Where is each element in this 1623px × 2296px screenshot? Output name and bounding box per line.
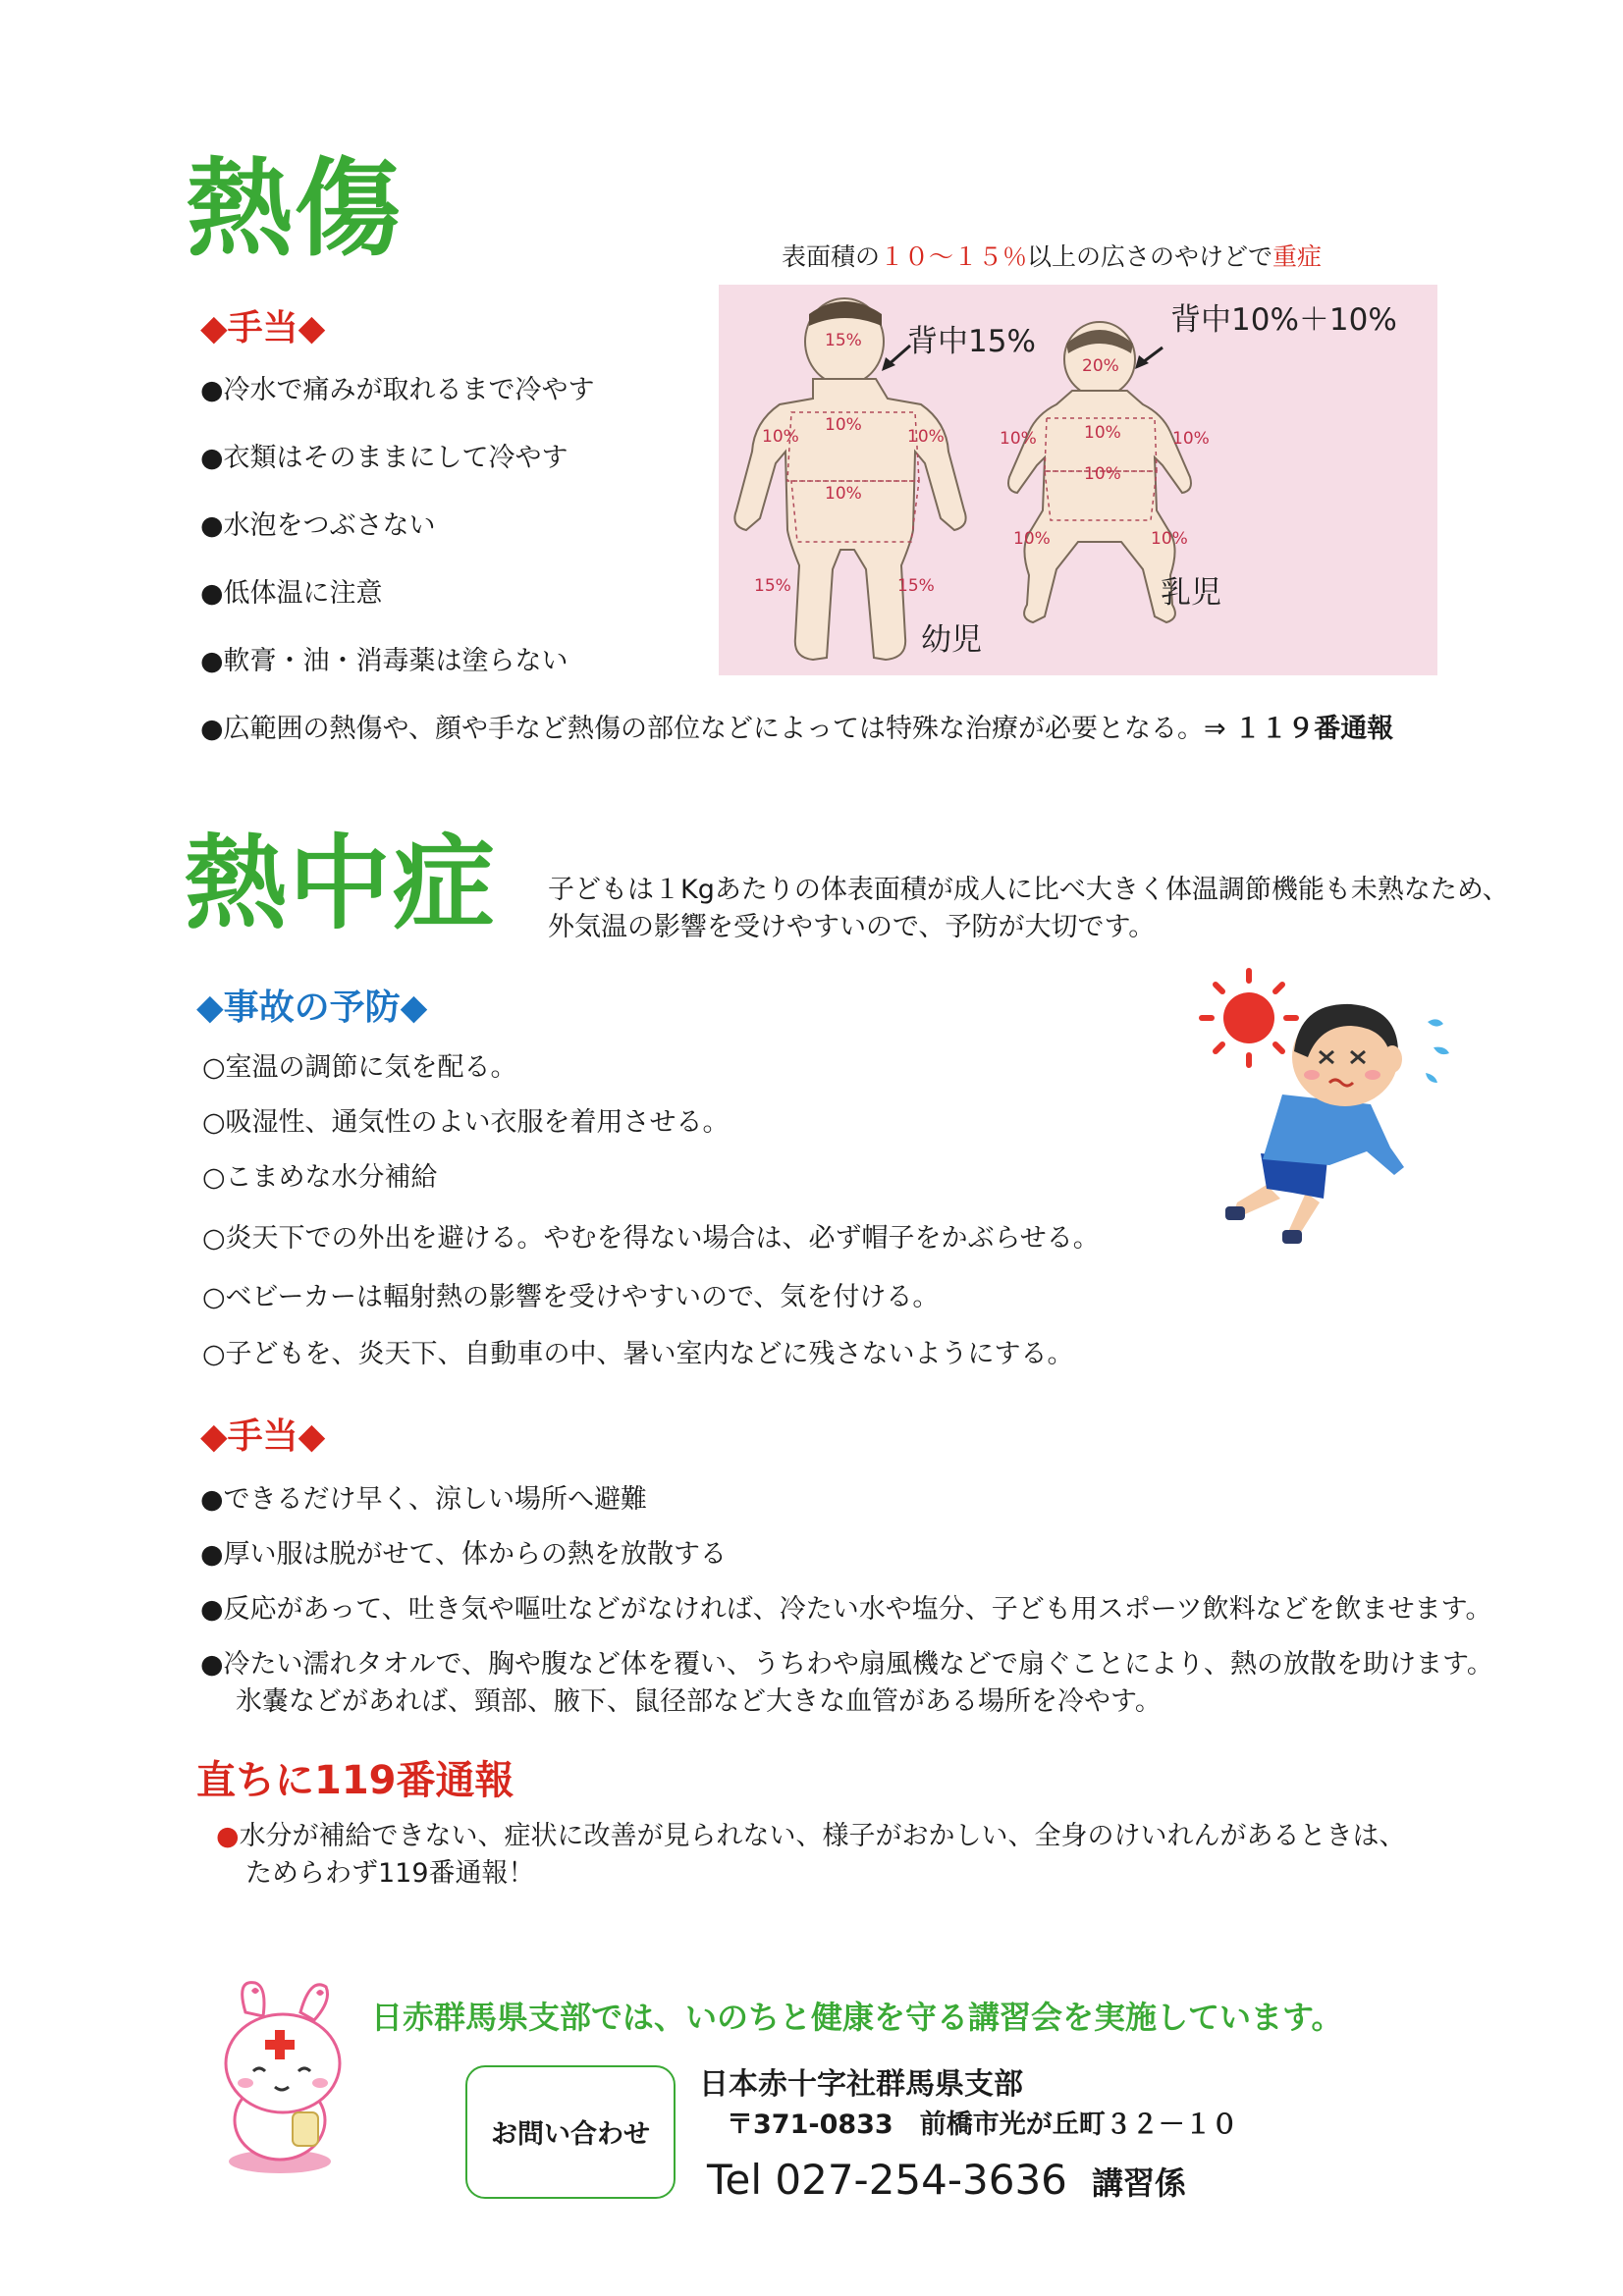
infant-abdomen-pct: 10%	[1084, 464, 1121, 484]
footer-banner: 日赤群馬県支部では、いのちと健康を守る講習会を実施しています。	[371, 1999, 1343, 2036]
prevention-list	[202, 1050, 1100, 1392]
prevention-heading: ◆事故の予防◆	[196, 988, 428, 1028]
infant-right-leg-pct: 10%	[1151, 529, 1188, 549]
phone-number[interactable]: Tel 027-254-3636	[707, 2156, 1067, 2204]
infant-head-pct: 20%	[1082, 356, 1119, 376]
red-bullet-icon: ●	[216, 1821, 240, 1851]
list-item: ●冷水で痛みが取れるまで冷やす	[200, 375, 595, 405]
inquiry-box	[465, 2065, 676, 2199]
list-item: ●水泡をつぶさない	[200, 510, 436, 541]
list-item: ○吸湿性、通気性のよい衣服を着用させる。	[202, 1107, 730, 1138]
list-item: ●反応があって、吐き気や嘔吐などがなければ、冷たい水や塩分、子ども用スポーツ飲料などを飲ませます。	[200, 1594, 1492, 1625]
list-item: ●衣類はそのままにして冷やす	[200, 443, 568, 473]
heatstroke-treatment-heading: ◆手当◆	[200, 1416, 326, 1457]
body-figures-svg	[719, 285, 1437, 675]
list-item-continuation: 氷嚢などがあれば、頸部、腋下、鼠径部など大きな血管がある場所を冷やす。	[236, 1686, 1162, 1717]
burn-wide-area-item: ●広範囲の熱傷や、顔や手など熱傷の部位などによっては特殊な治療が必要となる。⇒ １１９番通報	[200, 714, 1394, 744]
rabbit-mascot-icon	[206, 1973, 353, 2179]
infant-left-leg-pct: 10%	[1013, 529, 1051, 549]
infant-chest-pct: 10%	[1084, 423, 1121, 443]
list-item: ○子どもを、炎天下、自動車の中、暑い室内などに残さないようにする。	[202, 1339, 1074, 1369]
list-item: ●冷たい濡れタオルで、胸や腹など体を覆い、うちわや扇風機などで扇ぐことにより、熱の放散を助けます。	[200, 1649, 1493, 1680]
child-back-label: 背中15%	[907, 324, 1036, 359]
list-item: ○室温の調節に気を配る。	[202, 1052, 517, 1083]
infant-left-arm-pct: 10%	[1000, 429, 1037, 449]
child-right-arm-pct: 10%	[907, 427, 945, 447]
heatstroke-treatment-list	[200, 1482, 1493, 1719]
phone-dept: 講習係	[1092, 2164, 1187, 2202]
child-left-leg-pct: 15%	[754, 576, 791, 596]
list-item: ○炎天下での外出を避ける。やむを得ない場合は、必ず帽子をかぶらせる。	[202, 1223, 1100, 1254]
organization-phone	[707, 2156, 1186, 2204]
heatstroke-child-illustration	[1198, 957, 1463, 1252]
child-left-arm-pct: 10%	[762, 427, 799, 447]
list-item: ●できるだけ早く、涼しい場所へ避難	[200, 1484, 648, 1515]
burn-treatment-heading: ◆手当◆	[200, 308, 326, 348]
infant-label: 乳児	[1161, 575, 1221, 611]
child-head-pct: 15%	[825, 331, 862, 350]
burn-title: 熱傷	[187, 148, 404, 271]
child-abdomen-pct: 10%	[825, 484, 862, 504]
body-surface-illustration	[719, 285, 1437, 675]
emergency-heading: 直ちに119番通報	[196, 1758, 514, 1803]
list-item: ●低体温に注意	[200, 578, 383, 609]
inquiry-label: お問い合わせ	[491, 2119, 650, 2150]
mascot-image	[206, 1973, 353, 2179]
child-label: 幼児	[921, 622, 982, 658]
organization-name: 日本赤十字社群馬県支部	[699, 2067, 1023, 2102]
child-right-leg-pct: 15%	[897, 576, 935, 596]
heatstroke-intro: 子どもは１Kgあたりの体表面積が成人に比べ大きく体温調節機能も未熟なため、 外気温の影響を受けやすいので、予防が大切です。	[548, 875, 1509, 942]
child-chest-pct: 10%	[825, 415, 862, 435]
infant-back-label: 背中10%＋10%	[1170, 302, 1397, 338]
organization-address: 〒371-0833 前橋市光が丘町３２－１０	[727, 2109, 1238, 2140]
emergency-text: ●水分が補給できない、症状に改善が見られない、様子がおかしい、全身のけいれんがあるときは、 ためらわず119番通報！	[216, 1821, 1406, 1889]
infant-right-arm-pct: 10%	[1172, 429, 1210, 449]
burn-severity-caption: 表面積の１０～１５％以上の広さのやけどで重症	[782, 242, 1323, 271]
list-item: ○こまめな水分補給	[202, 1162, 438, 1193]
list-item: ●軟膏・油・消毒薬は塗らない	[200, 646, 568, 676]
sun-child-svg	[1198, 957, 1463, 1252]
list-item: ●厚い服は脱がせて、体からの熱を放散する	[200, 1539, 728, 1570]
sun-icon	[1202, 971, 1296, 1065]
list-item: ○ベビーカーは輻射熱の影響を受けやすいので、気を付ける。	[202, 1282, 940, 1312]
heatstroke-title: 熱中症	[185, 824, 498, 943]
burn-treatment-list	[200, 373, 595, 712]
